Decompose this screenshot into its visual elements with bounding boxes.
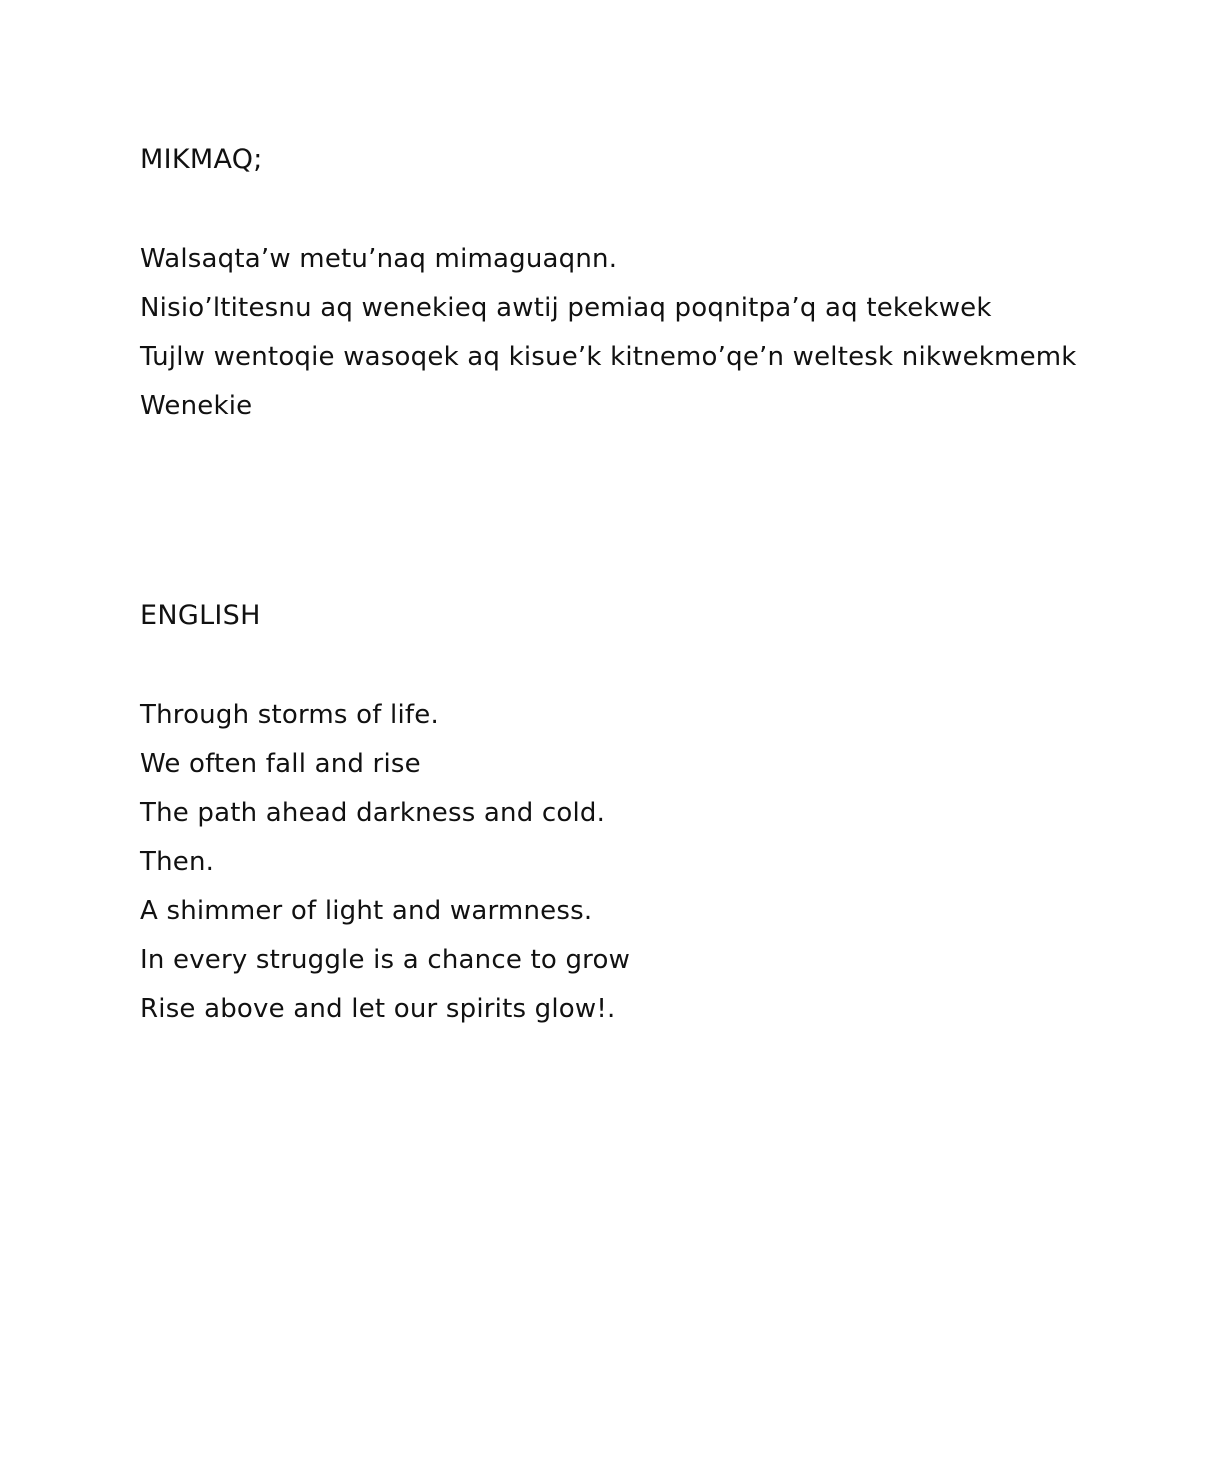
poem-line: The path ahead darkness and cold. — [140, 798, 606, 828]
mikmaq-poem — [140, 235, 1077, 431]
mikmaq-section — [140, 143, 1200, 421]
mikmaq-heading: MIKMAQ; — [140, 144, 263, 175]
poem-line: Rise above and let our spirits glow!. — [140, 994, 616, 1024]
poem-line: Walsaqta’w metu’naq mimaguaqnn. — [140, 244, 618, 274]
poem-line: Wenekie — [140, 391, 253, 421]
poem-line: Then. — [140, 847, 215, 877]
poem-line: We often fall and rise — [140, 749, 421, 779]
poem-line: Through storms of life. — [140, 700, 439, 730]
english-heading: ENGLISH — [140, 600, 261, 631]
english-section — [140, 599, 1200, 1024]
poem-line: In every struggle is a chance to grow — [140, 945, 631, 975]
poem-line: Nisio’ltitesnu aq wenekieq awtij pemiaq poqnitpa’q aq tekekwek — [140, 293, 992, 323]
poem-line: Tujlw wentoqie wasoqek aq kisue’k kitnemo’qe’n weltesk nikwekmemk — [140, 342, 1077, 372]
poem-line: A shimmer of light and warmness. — [140, 896, 593, 926]
english-poem — [140, 691, 630, 1034]
